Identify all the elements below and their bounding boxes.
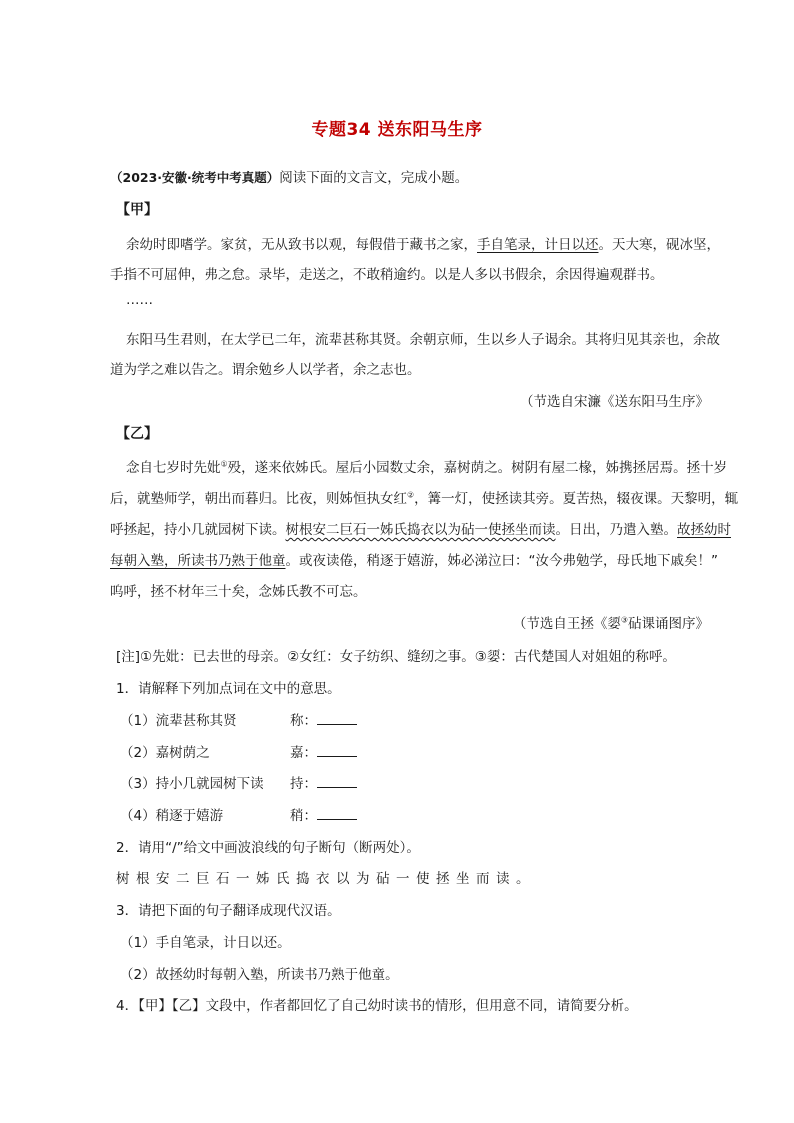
yi-line-5: 呜呼，拯不材年三十矣，念姊氏教不可忘。 [110,584,367,600]
underlined-sentence-1: 手自笔录，计日以还 [477,237,599,253]
item-key: 稍： [290,808,317,824]
answer-blank[interactable] [317,807,357,820]
item-term: （4）稍逐于嬉游 [120,808,224,824]
question-1: 1．请解释下列加点词在文中的意思。 [116,681,341,697]
text-span: （节选自王拯《媭 [512,616,621,632]
text-span: 殁，遂来依姊氏。屋后小园数丈余，嘉树荫之。树阴有屋二椽，姊携拯居焉。拯十岁 [227,460,728,476]
question-1-item [120,741,794,761]
question-1-item [120,804,794,824]
intro-line [110,166,794,186]
question-source: （2023·安徽·统考中考真题） [110,170,280,185]
ellipsis: …… [126,292,153,308]
footnote-marker: ① [220,459,228,469]
footnote-marker: ③ [620,615,628,625]
item-term: （3）持小几就园树下读 [120,776,264,792]
text-span: 。天大寒，砚冰坚， [598,237,720,253]
question-1-item [120,709,794,729]
wavy-underlined-sentence: 树根安二巨石一姊氏捣衣以为砧一使拯坐而读 [285,522,556,538]
jia-paragraph-2-line-1: 东阳马生君则，在太学已二年，流辈甚称其贤。余朝京师，生以乡人子谒余。其将归见其亲也，余故 [126,332,720,348]
item-term: （1）流辈甚称其贤 [120,713,237,729]
text-span: 呼拯起，持小几就园树下读。 [110,522,286,538]
footnote-marker: ② [407,490,415,500]
text-span: 余幼时即嗜学。家贫，无从致书以观，每假借于藏书之家， [126,237,477,253]
question-3-item: （2）故拯幼时每朝入塾，所读书乃熟于他童。 [120,967,399,983]
answer-blank[interactable] [317,712,357,725]
question-3: 3．请把下面的句子翻译成现代汉语。 [116,903,341,919]
text-span: 念自七岁时先妣 [126,460,221,476]
answer-blank[interactable] [317,775,357,788]
yi-line-4 [110,549,794,569]
section-label-yi: 【乙】 [116,426,158,442]
intro-instruction: 阅读下面的文言文，完成小题。 [279,170,469,186]
item-key: 持： [290,776,317,792]
question-4: 4．【甲】【乙】文段中，作者都回忆了自己幼时读书的情形，但用意不同，请简要分析。 [116,998,638,1014]
yi-line-2 [110,487,794,507]
text-span: 。日出，乃遣入塾。 [555,522,677,538]
question-1-item [120,772,794,792]
underlined-sentence-2a: 故拯幼时 [677,522,731,538]
jia-paragraph-2-line-2: 道为学之难以告之。谓余勉乡人以学者，余之志也。 [110,362,421,378]
jia-paragraph-1-line-1 [126,233,794,253]
item-key: 称： [290,713,317,729]
yi-line-3 [110,518,794,538]
page-title: 专题34 送东阳马生序 [311,120,483,140]
yi-source [513,612,709,632]
jia-source: （节选自宋濂《送东阳马生序》 [520,394,709,410]
underlined-sentence-2b: 每朝入塾，所读书乃熟于他童 [110,553,286,569]
text-span: ，篝一灯，使拯读其旁。夏苦热，辍夜课。天黎明，辄 [414,491,739,507]
question-2-sentence: 树根安二巨石一姊氏捣衣以为砧一使拯坐而读。 [116,871,536,887]
item-term: （2）嘉树荫之 [120,745,210,761]
section-label-jia: 【甲】 [116,202,158,218]
text-span: 后，就塾师学，朝出而暮归。比夜，则姊恒执女红 [110,491,407,507]
text-span: 砧课诵图序》 [628,616,709,632]
yi-line-1 [126,456,794,476]
text-span: 。或夜读倦，稍逐于嬉游，姊必涕泣曰：“汝今弗勉学，母氏地下戚矣！” [285,553,718,569]
answer-blank[interactable] [317,744,357,757]
item-key: 嘉： [290,745,317,761]
jia-paragraph-1-line-2: 手指不可屈伸，弗之怠。录毕，走送之，不敢稍逾约。以是人多以书假余，余因得遍观群书。 [110,267,664,283]
question-2: 2．请用“/”给文中画波浪线的句子断句（断两处）。 [116,840,420,856]
question-3-item: （1）手自笔录，计日以还。 [120,935,291,951]
annotation-note: [注]①先妣：已去世的母亲。②女红：女子纺织、缝纫之事。③媭：古代楚国人对姐姐的称呼。 [116,649,676,665]
